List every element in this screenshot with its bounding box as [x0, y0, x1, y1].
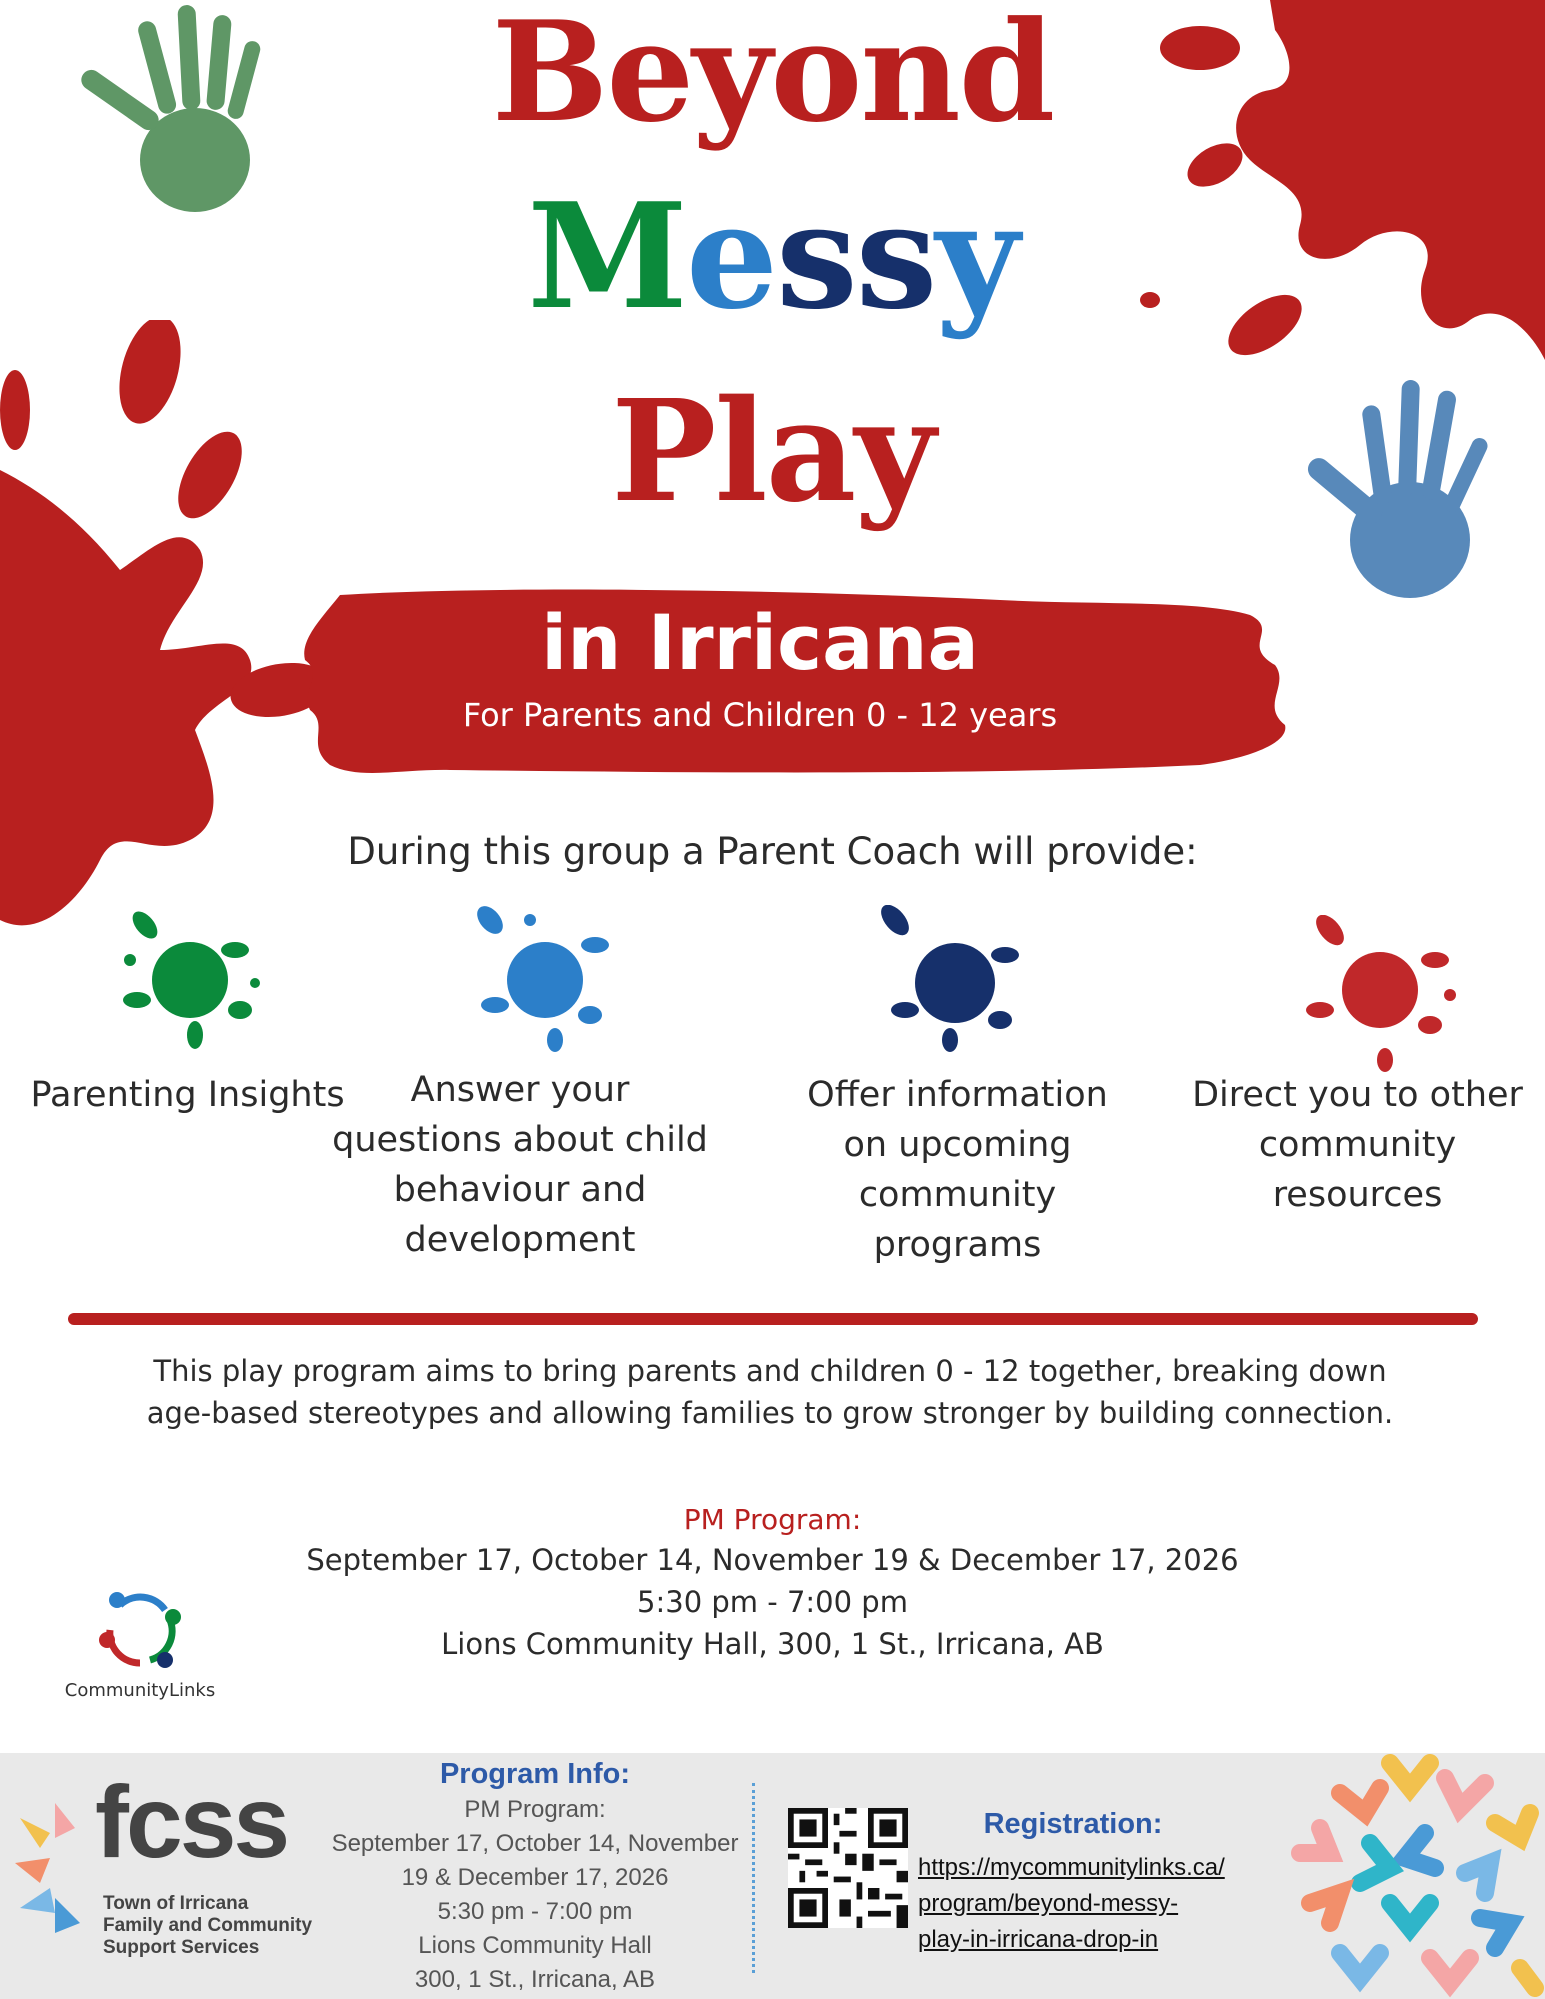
- colorful-chevron-pattern-icon: [1280, 1753, 1545, 1999]
- footer-dotted-divider: [752, 1783, 755, 1973]
- program-info-line-2: September 17, October 14, November: [331, 1830, 739, 1857]
- intro-text: During this group a Parent Coach will provide:: [347, 830, 1198, 873]
- fcss-line1: Town of Irricana: [103, 1893, 249, 1914]
- program-description: This play program aims to bring parents and children 0 - 12 together, breaking down age-based stereotypes and allowing families to grow stronger by building connection.: [146, 1354, 1394, 1430]
- title-line-messy: [0, 172, 1545, 342]
- registration-heading: Registration:: [983, 1808, 1163, 1840]
- program-info-line-3: 19 & December 17, 2026: [401, 1864, 669, 1891]
- feature-answer-questions: Answer your questions about child behaviour and development: [332, 1070, 708, 1260]
- registration-link-line-1[interactable]: https://mycommunitylinks.ca/: [918, 1854, 1225, 1881]
- feature-direct-resources: Direct you to other community resources: [1192, 1075, 1523, 1215]
- community-links-logo-icon: [95, 1585, 185, 1675]
- green-splat-icon: [115, 905, 265, 1055]
- fcss-line2: Family and Community: [103, 1915, 313, 1936]
- red-splat-icon: [1300, 915, 1460, 1075]
- program-info-line-4: 5:30 pm - 7:00 pm: [437, 1898, 633, 1925]
- registration-link-line-2[interactable]: program/beyond-messy-: [918, 1890, 1179, 1917]
- title-letter-m: M: [527, 172, 686, 342]
- navy-splat-icon: [880, 905, 1030, 1055]
- program-info-line-5: Lions Community Hall: [418, 1932, 652, 1959]
- red-divider: [68, 1313, 1478, 1325]
- footer-band: [0, 1753, 1545, 1999]
- fcss-logo-icon: [10, 1798, 100, 1938]
- community-links-logo-text: CommunityLinks: [64, 1680, 216, 1701]
- title-line-play: Play: [611, 370, 934, 534]
- program-location: Lions Community Hall, 300, 1 St., Irricana, AB: [441, 1627, 1104, 1661]
- feature-parenting-insights: Parenting Insights: [30, 1075, 345, 1115]
- registration-link-line-3[interactable]: play-in-irricana-drop-in: [918, 1926, 1159, 1953]
- fcss-logo-text: fcss: [95, 1765, 288, 1879]
- title-letters-ss: ss: [776, 172, 936, 342]
- feature-offer-information: Offer information on upcoming community programs: [807, 1075, 1108, 1265]
- fcss-line3: Support Services: [103, 1937, 260, 1958]
- program-time: 5:30 pm - 7:00 pm: [637, 1585, 908, 1619]
- program-info-heading: Program Info:: [439, 1758, 631, 1790]
- banner-audience: For Parents and Children 0 - 12 years: [462, 696, 1058, 734]
- program-heading: PM Program:: [683, 1503, 862, 1536]
- title-letters-e: e: [685, 172, 777, 342]
- blue-splat-icon: [470, 905, 620, 1055]
- program-dates: September 17, October 14, November 19 & December 17, 2026: [306, 1543, 1239, 1577]
- program-info-line-6: 300, 1 St., Irricana, AB: [414, 1966, 656, 1993]
- title-letter-y: y: [935, 172, 1018, 342]
- title-line-beyond: Beyond: [491, 0, 1054, 153]
- qr-code[interactable]: [788, 1808, 908, 1928]
- banner-location: in Irricana: [541, 598, 979, 687]
- program-info-line-1: PM Program:: [464, 1796, 606, 1823]
